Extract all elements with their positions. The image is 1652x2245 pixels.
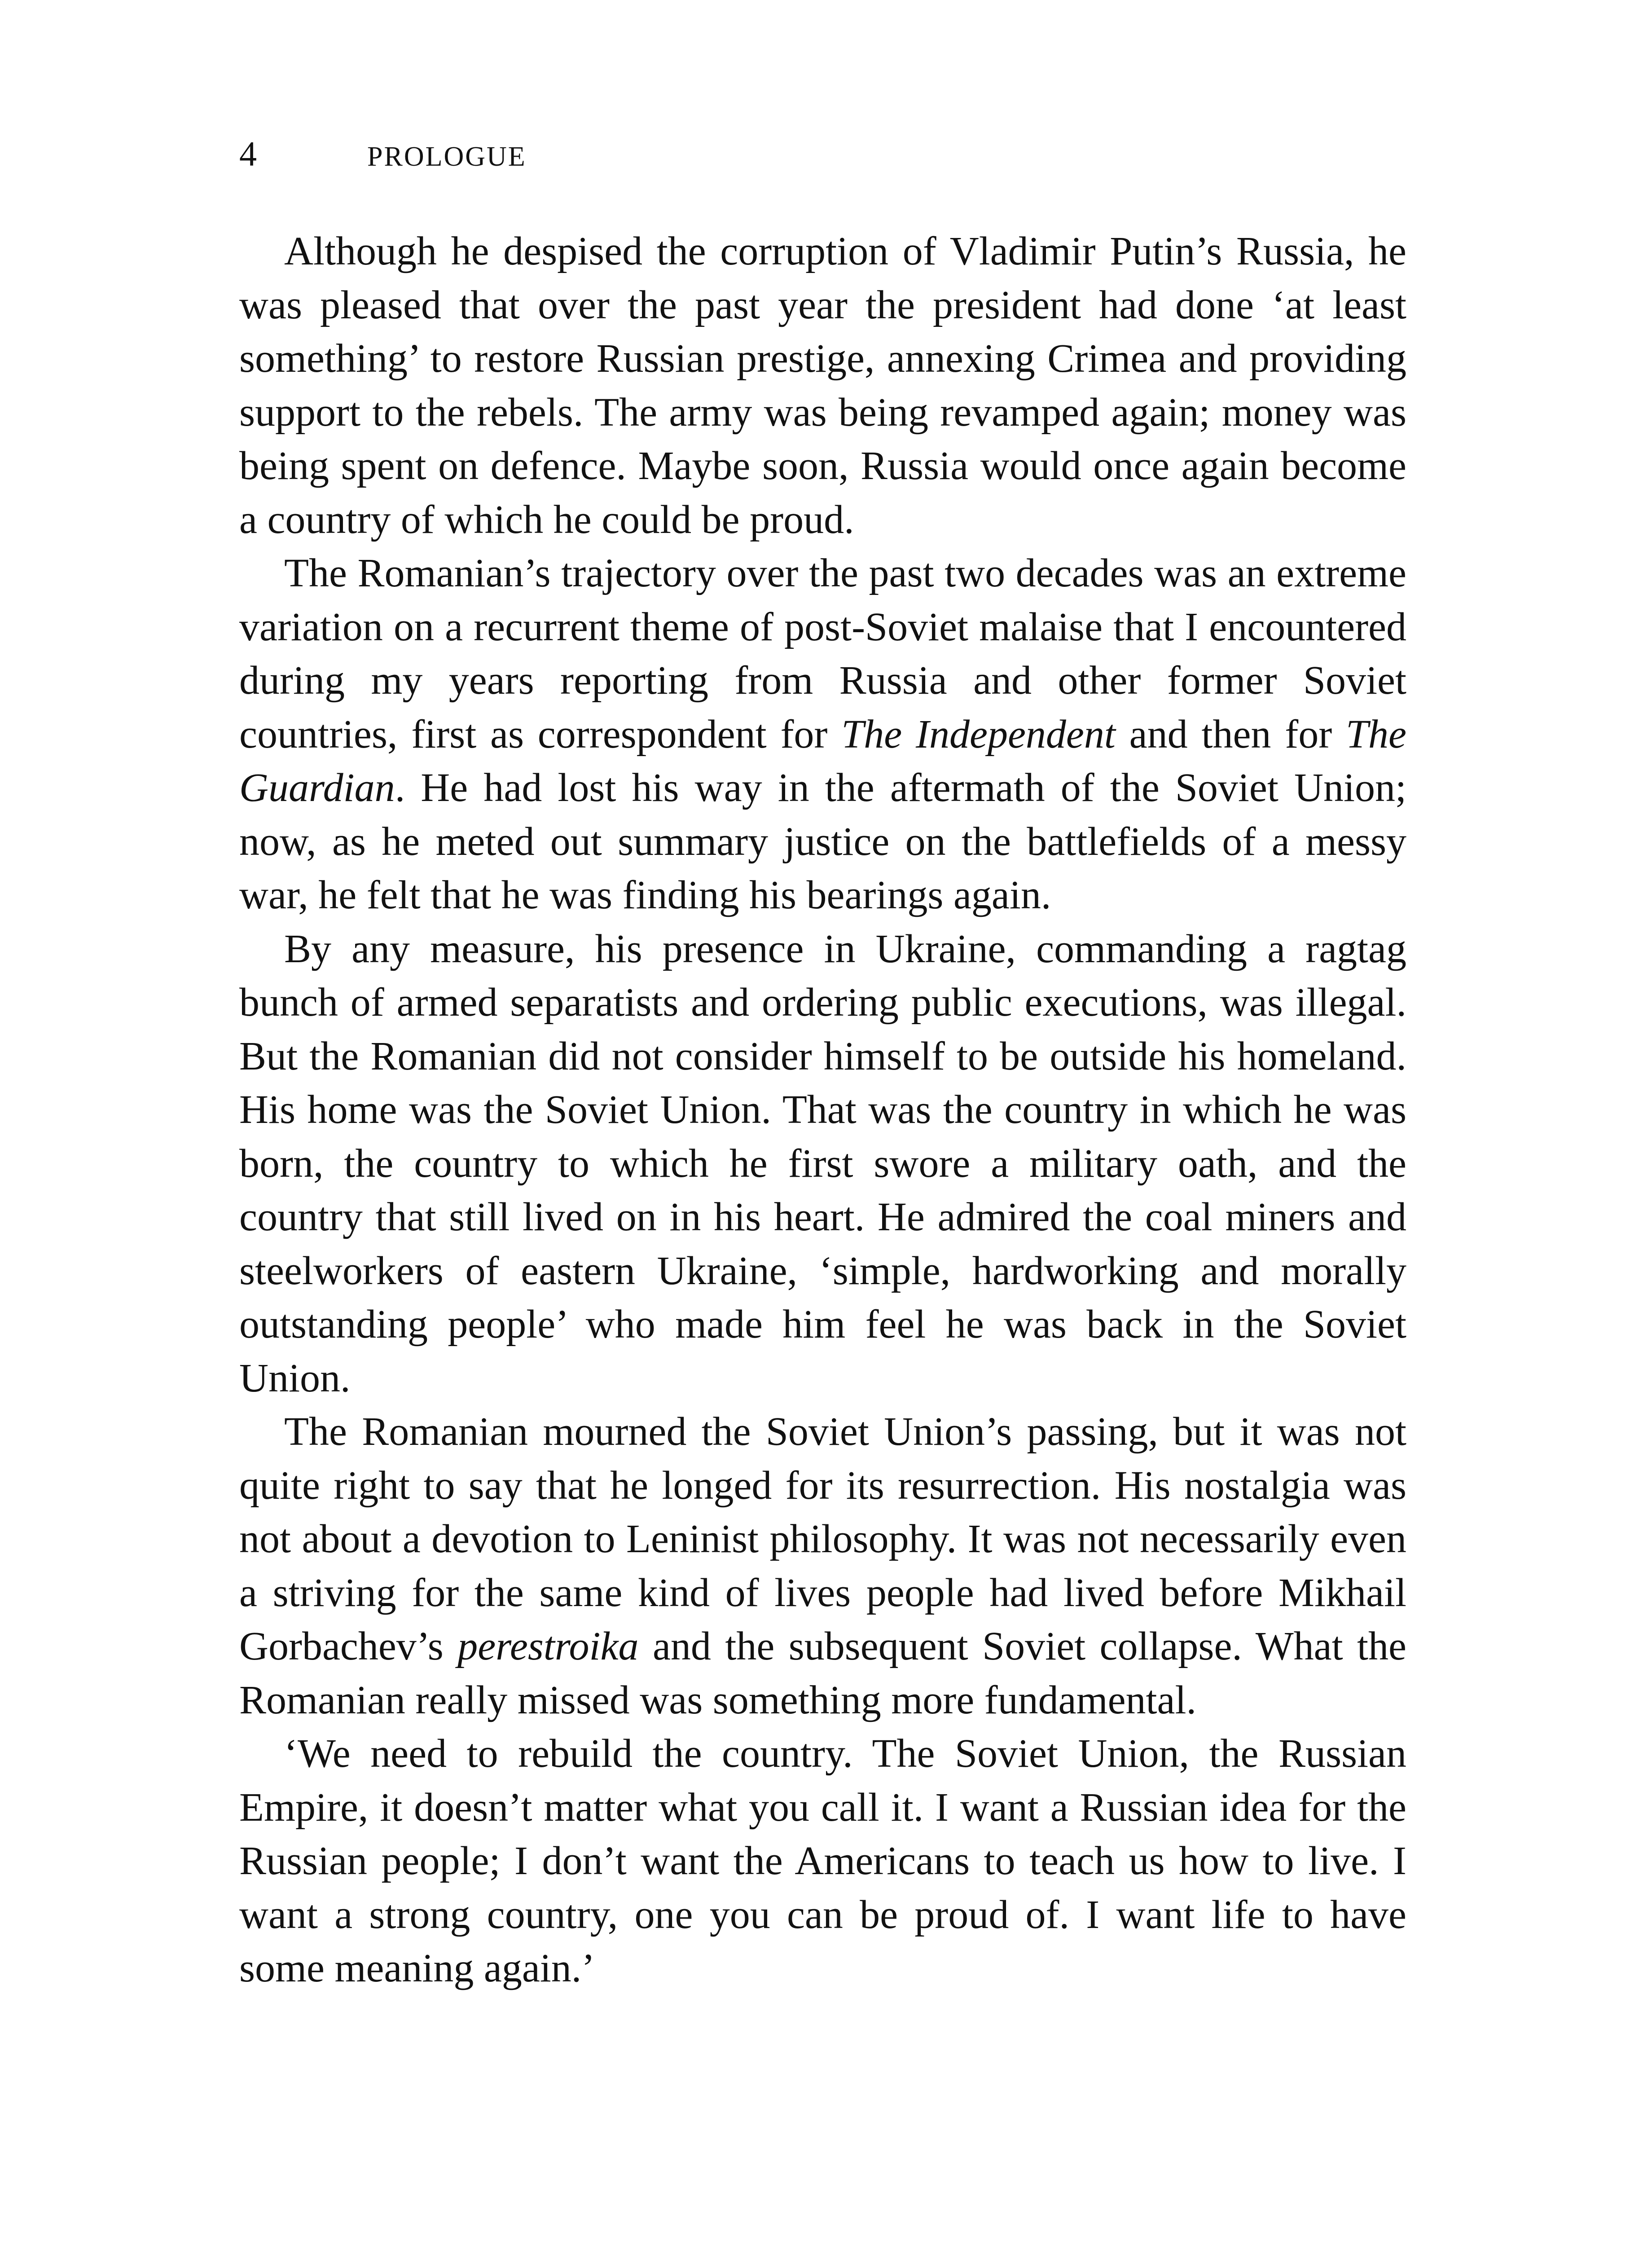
italic-term: perestroika xyxy=(457,1624,639,1668)
paragraph-text: The Romanian’s trajectory over the past two decades was an extreme variation on a recurrent theme of post-Soviet malaise that I encountered during my years reporting from Russia and other former Soviet countries, first as correspondent for xyxy=(239,551,1406,757)
chapter-title: PROLOGUE xyxy=(367,141,527,172)
paragraph-text: The Romanian mourned the Soviet Union’s passing, but it was not quite right to say that he longed for its resurrection. His nostalgia was not about a devotion to Leninist philosophy. It was not necessarily even a striving for the same kind of lives people had lived before Mikhail Gorbachev’s xyxy=(239,1409,1406,1668)
paragraph-2 xyxy=(239,546,1406,922)
publication-title: The Guardian xyxy=(239,712,1406,810)
paragraph-3 xyxy=(239,922,1406,1405)
running-head xyxy=(239,134,527,174)
paragraph-4 xyxy=(239,1405,1406,1727)
paragraph-text: ‘We need to rebuild the country. The Soviet Union, the Russian Empire, it doesn’t matter what you call it. I want a Russian idea for the Russian people; I don’t want the Americans to teach us how to live. I want a strong country, one you can be proud of. I want life to have some meaning again.’ xyxy=(239,1731,1406,1990)
paragraph-text: By any measure, his presence in Ukraine, commanding a ragtag bunch of armed separatists and ordering public executions, was illegal. But the Romanian did not consider himself to be outside his homeland. His home was the Soviet Union. That was the country in which he was born, the country to which he first swore a military oath, and the country that still lived on in his heart. He admired the coal miners and steelworkers of eastern Ukraine, ‘simple, hardworking and morally outstanding people’ who made him feel he was back in the Soviet Union. xyxy=(239,926,1406,1400)
paragraph-text: Although he despised the corruption of Vladimir Putin’s Russia, he was pleased that over the past year the president had done ‘at least something’ to restore Russian prestige, annexing Crimea and providing support to the rebels. The army was being revamped again; money was being spent on defence. Maybe soon, Russia would once again become a country of which he could be proud. xyxy=(239,229,1406,542)
paragraph-text: and then for xyxy=(1115,712,1346,757)
paragraph-text: . He had lost his way in the aftermath of the Soviet Union; now, as he meted out summary justice on the battlefields of a messy war, he felt that he was finding his bearings again. xyxy=(239,766,1406,917)
body-text xyxy=(239,224,1406,1995)
publication-title: The Independent xyxy=(841,712,1116,757)
paragraph-5 xyxy=(239,1727,1406,1995)
paragraph-text: and the subsequent Soviet collapse. What the Romanian really missed was something more fundamental. xyxy=(239,1624,1406,1722)
paragraph-1 xyxy=(239,224,1406,546)
page-number: 4 xyxy=(239,134,257,173)
